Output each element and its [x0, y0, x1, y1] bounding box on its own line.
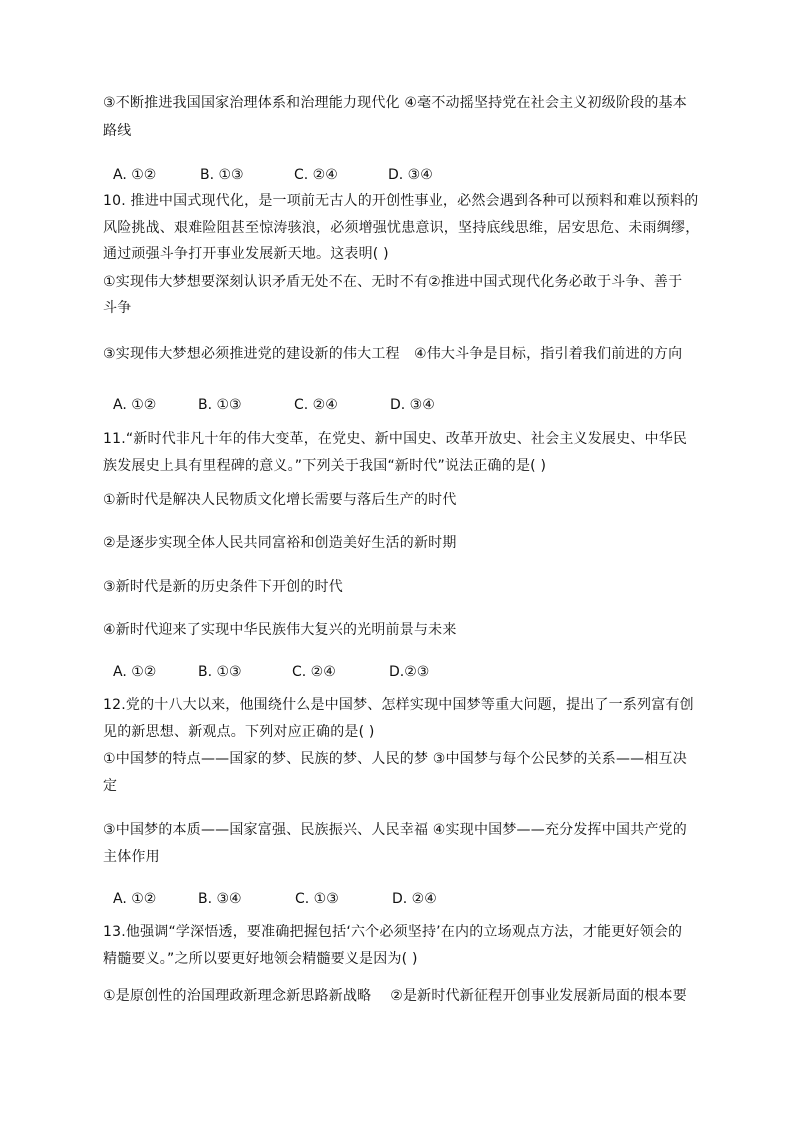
q12-item1-line1: ①中国梦的特点——国家的梦、民族的梦、人民的梦 ③中国梦与每个公民梦的关系——相互决 — [103, 751, 687, 767]
q11-option-b[interactable]: B. ①③ — [198, 664, 242, 680]
q12-option-a[interactable]: A. ①② — [113, 891, 157, 907]
q9-options — [113, 165, 433, 185]
q10-option-b[interactable]: B. ①③ — [198, 397, 242, 413]
q10-item3: ③实现伟大梦想必须推进党的建设新的伟大工程 ④伟大斗争是目标，指引着我们前进的方向 — [103, 346, 683, 362]
q11-item3: ③新时代是新的历史条件下开创的时代 — [103, 579, 343, 595]
q12-item3-line1: ③中国梦的本质——国家富强、民族振兴、人民幸福 ④实现中国梦——充分发挥中国共产党的 — [103, 822, 687, 838]
q10-option-d[interactable]: D. ③④ — [390, 397, 435, 413]
q9-option-b[interactable]: B. ①③ — [200, 167, 244, 183]
q12-option-d[interactable]: D. ②④ — [392, 891, 437, 907]
q11-item1: ①新时代是解决人民物质文化增长需要与落后生产的时代 — [103, 492, 457, 508]
q9-item3-line1: ③不断推进我国国家治理体系和治理能力现代化 ④毫不动摇坚持党在社会主义初级阶段的基本 — [103, 95, 687, 111]
q12-options — [113, 889, 437, 909]
q10-option-c[interactable]: C. ②④ — [294, 397, 338, 413]
q9-option-c[interactable]: C. ②④ — [294, 167, 338, 183]
q10-option-a[interactable]: A. ①② — [113, 397, 157, 413]
q12-option-b[interactable]: B. ③④ — [198, 891, 242, 907]
q10-stem-line3: 通过顽强斗争打开事业发展新天地。这表明( ) — [103, 246, 389, 262]
q11-item4: ④新时代迎来了实现中华民族伟大复兴的光明前景与未来 — [103, 622, 457, 638]
q12-stem-line1: 12.党的十八大以来，他围绕什么是中国梦、怎样实现中国梦等重大问题，提出了一系列富有创 — [103, 697, 694, 713]
q13-item1: ①是原创性的治国理政新理念新思路新战略 ②是新时代新征程开创事业发展新局面的根本要 — [103, 988, 687, 1004]
q12-option-c[interactable]: C. ①③ — [295, 891, 339, 907]
q11-option-c[interactable]: C. ②④ — [292, 664, 336, 680]
q12-item1-line2: 定 — [103, 778, 118, 794]
q11-option-a[interactable]: A. ①② — [113, 664, 157, 680]
q11-options — [113, 662, 429, 682]
q10-item1-line2: 斗争 — [103, 300, 132, 316]
q12-stem-line2: 见的新思想、新观点。下列对应正确的是( ) — [103, 724, 375, 740]
q11-stem-line1: 11.“新时代非凡十年的伟大变革，在党史、新中国史、改革开放史、社会主义发展史、中华民 — [103, 431, 688, 447]
q10-stem-line2: 风险挑战、艰难险阻甚至惊涛骇浪，必须增强忧患意识，坚持底线思维，居安思危、未雨绸缪， — [103, 220, 700, 236]
q10-stem-line1: 10. 推进中国式现代化，是一项前无古人的开创性事业，必然会遇到各种可以预料和难以预料的 — [103, 193, 699, 209]
q10-options — [113, 395, 435, 415]
q11-option-d[interactable]: D.②③ — [389, 664, 430, 680]
q9-item3-line2: 路线 — [103, 123, 132, 139]
q9-option-a[interactable]: A. ①② — [113, 167, 157, 183]
q9-option-d[interactable]: D. ③④ — [388, 167, 433, 183]
q13-stem-line1: 13.他强调“学深悟透，要准确把握包括‘六个必须坚持’在内的立场观点方法，才能更好领会的 — [103, 924, 683, 940]
q11-item2: ②是逐步实现全体人民共同富裕和创造美好生活的新时期 — [103, 535, 457, 551]
q12-item3-line2: 主体作用 — [103, 849, 160, 865]
q13-stem-line2: 精髓要义。”之所以要更好地领会精髓要义是因为( ) — [103, 951, 418, 967]
q10-item1-line1: ①实现伟大梦想要深刻认识矛盾无处不在、无时不有②推进中国式现代化务必敢于斗争、善于 — [103, 274, 683, 290]
q11-stem-line2: 族发展史上具有里程碑的意义。”下列关于我国“新时代”说法正确的是( ) — [103, 458, 547, 474]
